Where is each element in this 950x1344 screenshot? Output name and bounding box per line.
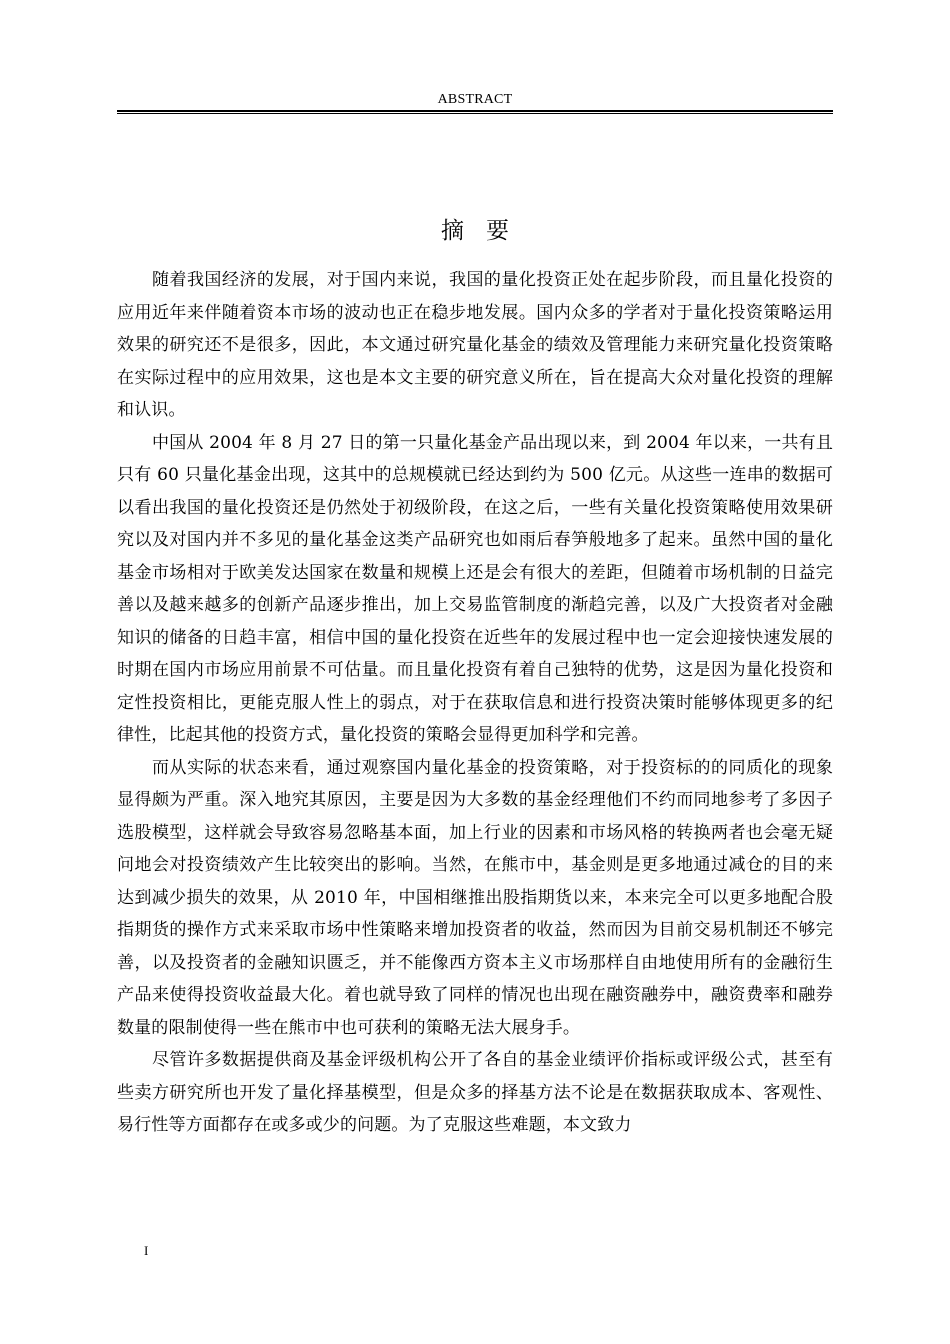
paragraph-3: 而从实际的状态来看，通过观察国内量化基金的投资策略，对于投资标的的同质化的现象显得颇为严重。深入地究其原因，主要是因为大多数的基金经理他们不约而同地参考了多因子选股模型，这样就会导致容易忽略基本面，加上行业的因素和市场风格的转换两者也会毫无疑问地会对投资绩效产生比较突出的影响。当然，在熊市中，基金则是更多地通过减仓的目的来达到减少损失的效果，从 2010 年，中国相继推出股指期货以来，本来完全可以更多地配合股指期货的操作方式来采取市场中性策略来增加投资者的收益，然而因为目前交易机制还不够完善，以及投资者的金融知识匮乏，并不能像西方资本主义市场那样自由地使用所有的金融衍生产品来使得投资收益最大化。着也就导致了同样的情况也出现在融资融券中，融资费率和融券数量的限制使得一些在熊市中也可获利的策略无法大展身手。 xyxy=(117,757,833,1038)
header-title: ABSTRACT xyxy=(437,92,513,107)
page-number: I xyxy=(144,1243,149,1258)
page-header xyxy=(117,92,833,116)
paragraph-2: 中国从 2004 年 8 月 27 日的第一只量化基金产品出现以来，到 2004 年以来，一共有且只有 60 只量化基金出现，这其中的总规模就已经达到约为 500 亿元。从这些一连串的数据可以看出我国的量化投资还是仍然处于初级阶段，在这之后，一些有关量化投资策略使用效果研究以及对国内并不多见的量化基金这类产品研究也如雨后春笋般地多了起来。虽然中国的量化基金市场相对于欧美发达国家在数量和规模上还是会有很大的差距，但随着市场机制的日益完善以及越来越多的创新产品逐步推出，加上交易监管制度的渐趋完善，以及广大投资者对金融知识的储备的日趋丰富，相信中国的量化投资在近些年的发展过程中也一定会迎接快速发展的时期在国内市场应用前景不可估量。而且量化投资有着自己独特的优势，这是因为量化投资和定性投资相比，更能克服人性上的弱点，对于在获取信息和进行投资决策时能够体现更多的纪律性，比起其他的投资方式，量化投资的策略会显得更加科学和完善。 xyxy=(117,432,833,745)
abstract-title: 摘要 xyxy=(441,218,531,244)
paragraph-4: 尽管许多数据提供商及基金评级机构公开了各自的基金业绩评价指标或评级公式，甚至有些卖方研究所也开发了量化择基模型，但是众多的择基方法不论是在数据获取成本、客观性、易行性等方面都存在或多或少的问题。为了克服这些难题，本文致力 xyxy=(117,1050,833,1135)
header-rule-thin xyxy=(117,113,833,114)
header-rule xyxy=(117,110,833,112)
abstract-body xyxy=(117,264,833,1142)
paragraph-1: 随着我国经济的发展，对于国内来说，我国的量化投资正处在起步阶段，而且量化投资的应用近年来伴随着资本市场的波动也正在稳步地发展。国内众多的学者对于量化投资策略运用效果的研究还不是很多，因此，本文通过研究量化基金的绩效及管理能力来研究量化投资策略在实际过程中的应用效果，这也是本文主要的研究意义所在，旨在提高大众对量化投资的理解和认识。 xyxy=(117,270,833,420)
